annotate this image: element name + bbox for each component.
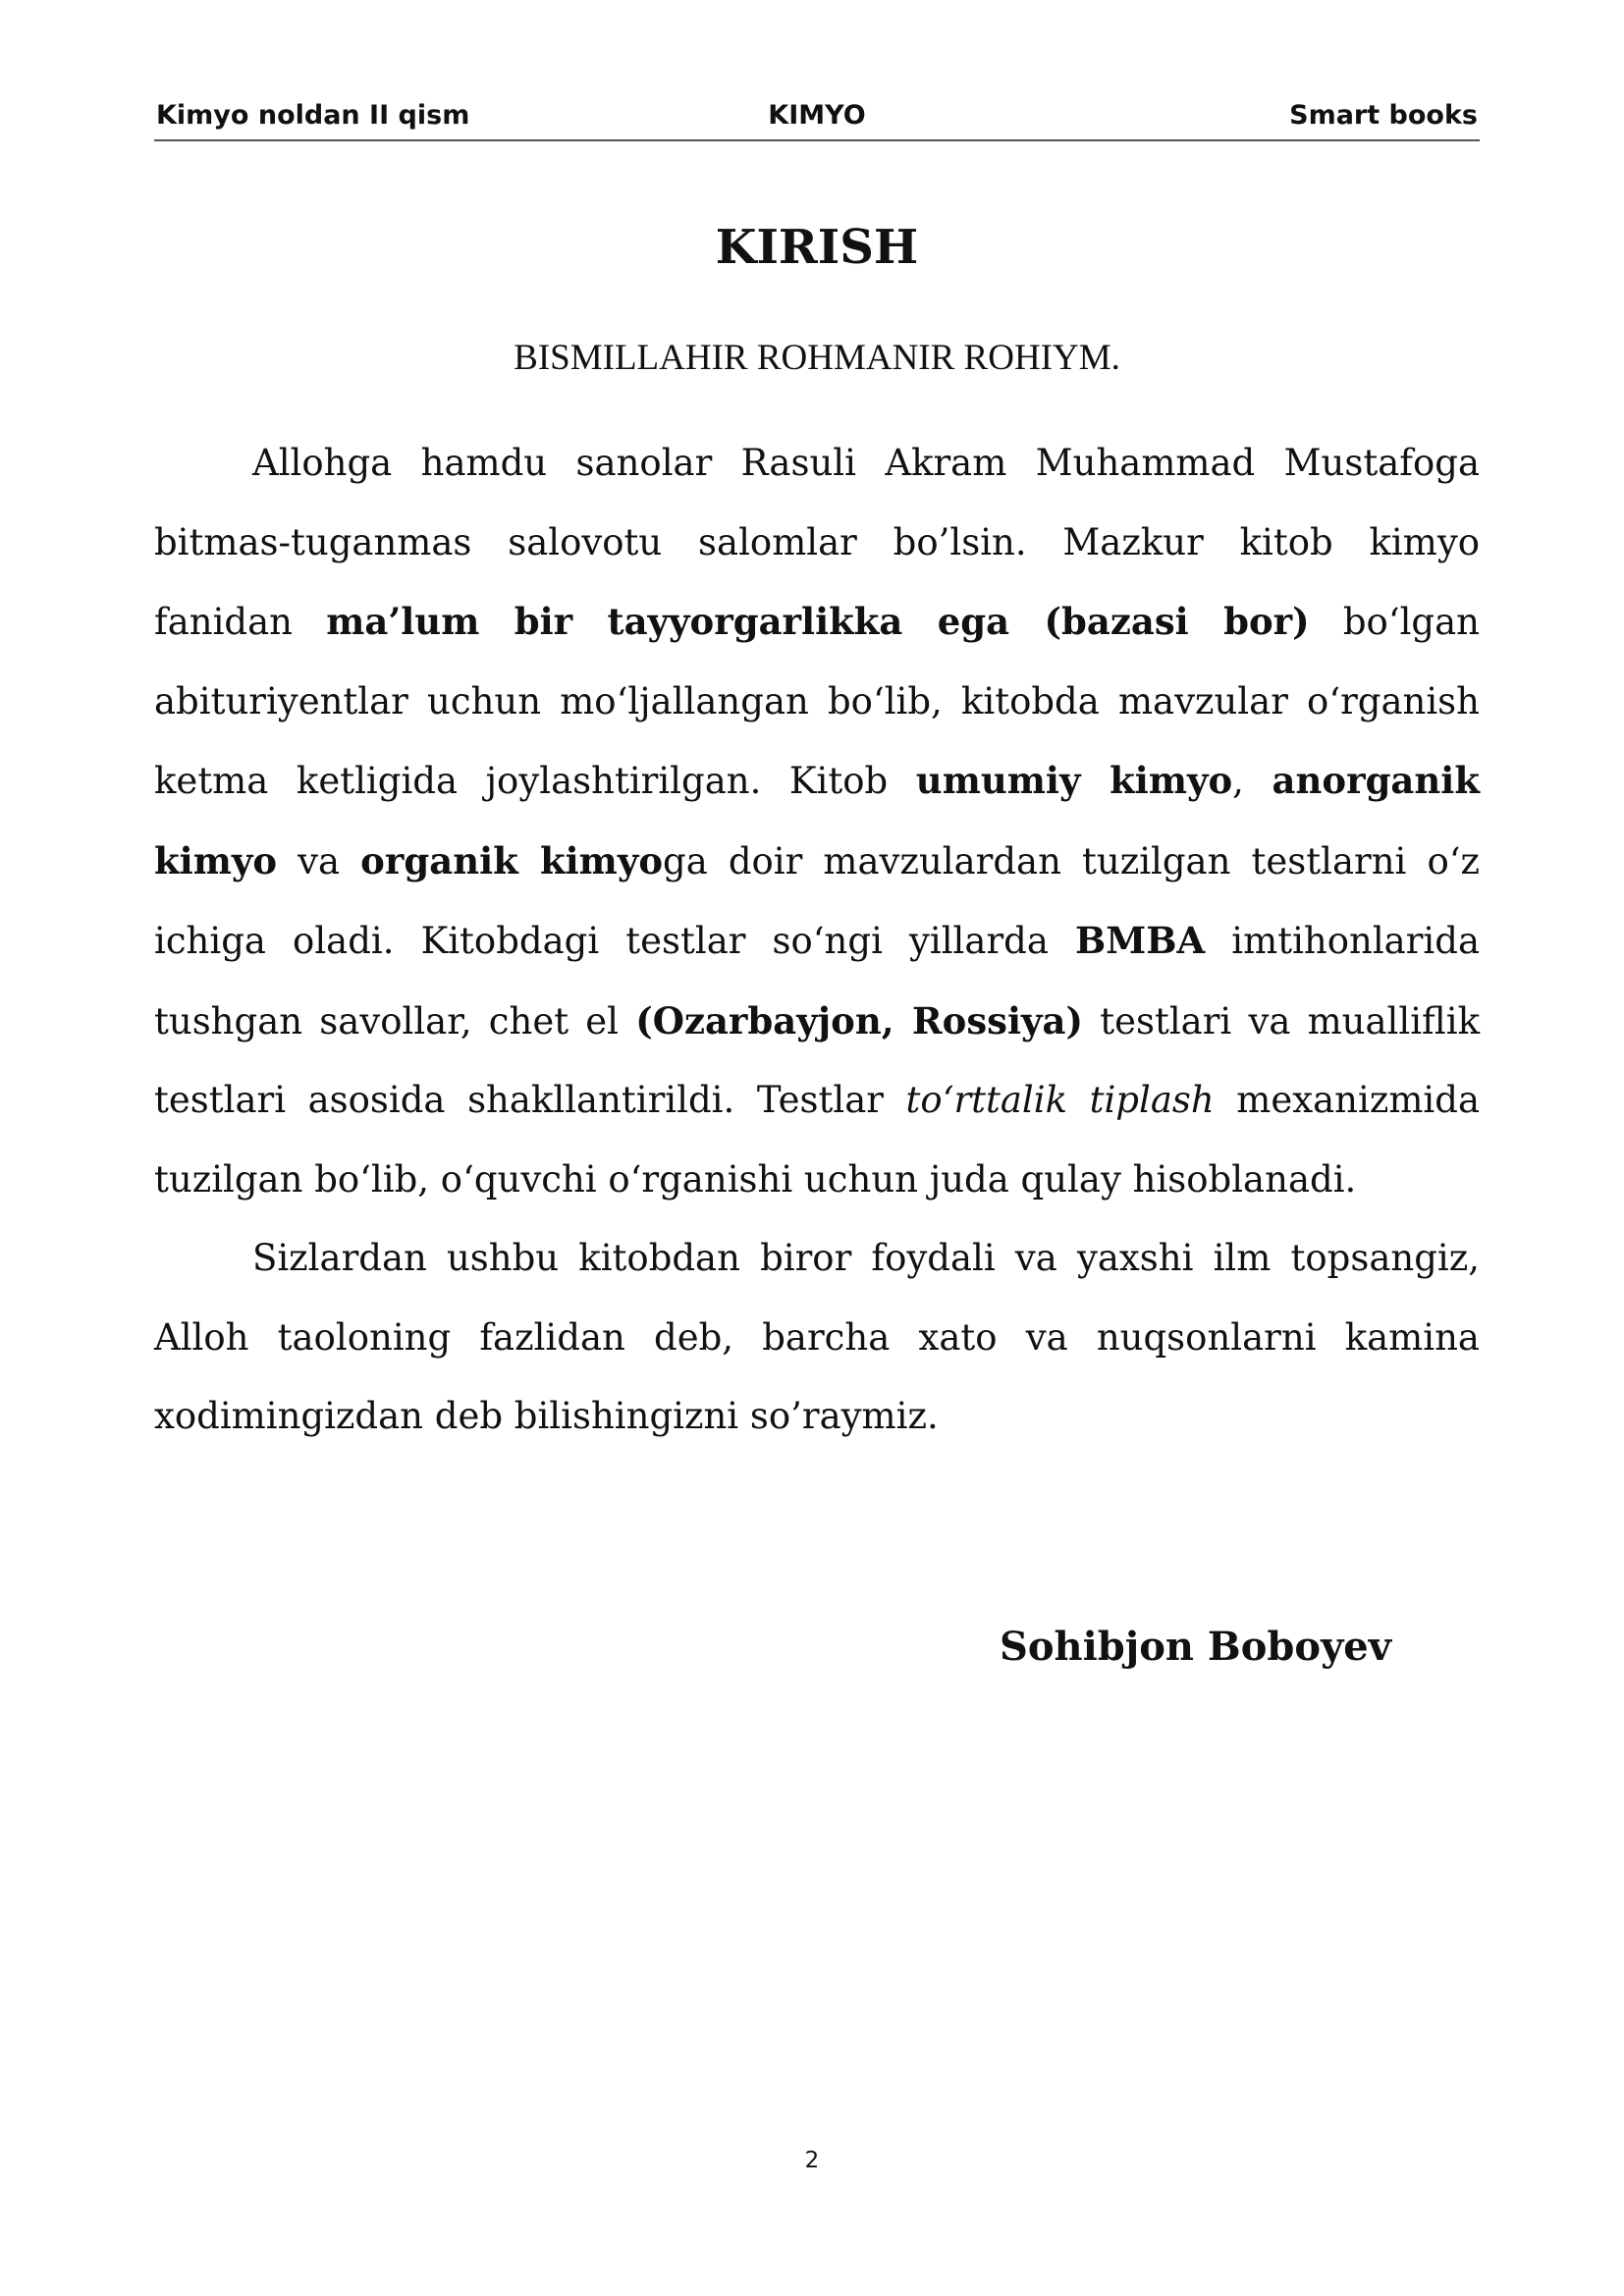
text-run: imtihonlarida tushgan savollar, chet el xyxy=(154,920,1481,1042)
italic-run: to‘rttalik tiplash xyxy=(905,1079,1215,1121)
running-header xyxy=(154,96,1480,141)
text-run: testlari va mualliflik testlari asosida shakllantirildi. Testlar xyxy=(154,999,1480,1121)
paragraph-intro xyxy=(154,424,1480,1219)
bold-run: ma’lum bir tayyorgarlikka ega (bazasi bor) xyxy=(326,600,1310,643)
text-run: , xyxy=(1232,760,1272,802)
text-run: bo‘lgan abituriyentlar uchun mo‘ljallangan bo‘lib, kitobda mavzular o‘rganish ketma ketligida joylashtirilgan. Kitob xyxy=(154,601,1481,802)
text-run: Allohga hamdu sanolar Rasuli Akram Muhammad Mustafoga bitmas-tuganmas salovotu salomlar bo’lsin. Mazkur kitob kimyo fanidan xyxy=(154,442,1480,643)
bold-run: umumiy kimyo xyxy=(915,759,1233,802)
page-subtitle: BISMILLAHIR ROHMANIR ROHIYM. xyxy=(514,338,1120,378)
bold-run: anorganik kimyo xyxy=(154,759,1481,882)
author-signature: Sohibjon Boboyev xyxy=(999,1624,1391,1670)
page-number: 2 xyxy=(804,2148,820,2173)
text-run: va xyxy=(277,839,361,882)
header-series: Smart books xyxy=(1289,100,1478,131)
bold-run: BMBA xyxy=(1074,919,1206,962)
header-subject: KIMYO xyxy=(768,100,866,131)
paragraph-closing: Sizlardan ushbu kitobdan biror foydali va yaxshi ilm topsangiz, Alloh taoloning fazlidan deb, barcha xato va nuqsonlarni kamina xodimingizdan deb bilishingizni so’raymiz. xyxy=(154,1237,1480,1437)
text-run: ga doir mavzulardan tuzilgan testlarni o‘z ichiga oladi. Kitobdagi testlar so‘ngi yillarda xyxy=(154,839,1481,962)
body-text xyxy=(154,424,1480,1457)
text-run: mexanizmida tuzilgan bo‘lib, o‘quvchi o‘rganishi uchun juda qulay hisoblanadi. xyxy=(154,1079,1481,1201)
bold-run: organik kimyo xyxy=(360,838,664,882)
page-title: KIRISH xyxy=(715,220,919,275)
bold-run: (Ozarbayjon, Rossiya) xyxy=(635,998,1084,1042)
header-book-title: Kimyo noldan II qism xyxy=(156,100,470,131)
